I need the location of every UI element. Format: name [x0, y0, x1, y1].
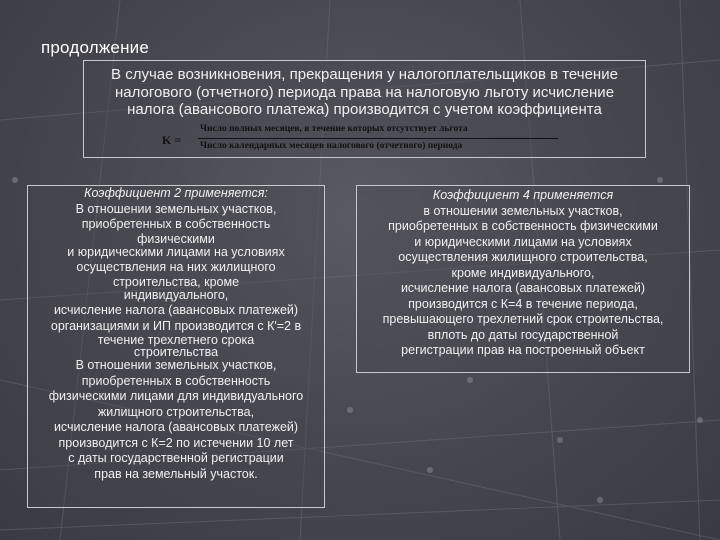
text-line: жилищного строительства, — [97, 404, 255, 419]
text-line: приобретенных в собственность физическими — [388, 219, 658, 233]
text-line: Коэффициент 4 применяется — [432, 188, 614, 202]
text-line: течение трехлетнего срока — [97, 333, 255, 347]
text-line: исчисление налога (авансовых платежей) — [400, 281, 646, 295]
text-line: кроме индивидуального, — [451, 265, 595, 280]
text-line: осуществления жилищного строительства, — [398, 250, 648, 264]
coefficient-definition-box — [83, 60, 646, 158]
text-line: В отношении земельных участков, — [75, 358, 277, 372]
coefficient-4-text — [357, 188, 689, 359]
text-line: производится с К=2 по истечении 10 лет — [58, 435, 294, 450]
text-line: В отношении земельных участков, — [75, 201, 277, 216]
text-line: исчисление налога (авансовых платежей) — [53, 303, 299, 317]
text-line: Коэффициент 2 применяется: — [84, 186, 268, 200]
text-line: прав на земельный участок. — [94, 466, 258, 481]
text-line: превышающего трехлетний срок строительства, — [382, 312, 664, 326]
text-line: строительства, кроме — [112, 274, 240, 289]
formula-symbol: K = — [162, 133, 182, 147]
text-line: приобретенных в собственность — [81, 373, 271, 388]
coefficient-formula — [162, 124, 562, 156]
text-line: и юридическими лицами на условиях — [67, 244, 285, 259]
text-line: с даты государственной регистрации — [68, 451, 284, 465]
text-line: индивидуального, — [123, 287, 229, 302]
text-line: регистрации прав на построенный объект — [401, 343, 645, 357]
text-line: осуществления на них жилищного — [76, 260, 276, 274]
text-line: производится с К=4 в течение периода, — [408, 296, 638, 311]
text-line: приобретенных в собственность — [81, 217, 271, 231]
text-line: исчисление налога (авансовых платежей) — [53, 420, 299, 434]
slide-heading: продолжение — [41, 38, 150, 57]
text-line: строительства — [133, 345, 219, 359]
text-line: физическими лицами для индивидуального — [48, 389, 304, 403]
coefficient-4-box — [356, 185, 690, 373]
text-line: В случае возникновения, прекращения у налогоплательщиков в течение — [111, 66, 618, 83]
text-line: физическими — [137, 231, 215, 246]
text-line: вплоть до даты государственной — [427, 327, 619, 342]
text-line: организациями и ИП производится с К'=2 в — [50, 318, 302, 333]
text-line: в отношении земельных участков, — [423, 203, 623, 218]
text-line: и юридическими лицами на условиях — [414, 234, 632, 249]
text-line: налога (авансового платежа) производится с учетом коэффициента — [127, 101, 602, 118]
text-line: налогового (отчетного) периода права на налоговую льготу исчисление — [114, 83, 615, 101]
formula-denominator: Число календарных месяцев налогового (отчетного) периода — [200, 141, 463, 151]
coefficient-2-text — [28, 186, 324, 482]
formula-numerator: Число полных месяцев, в течение которых отсутствует льгота — [200, 124, 468, 134]
coefficient-definition-text — [84, 66, 645, 119]
coefficient-2-box — [27, 185, 325, 508]
fraction-bar — [198, 138, 558, 139]
